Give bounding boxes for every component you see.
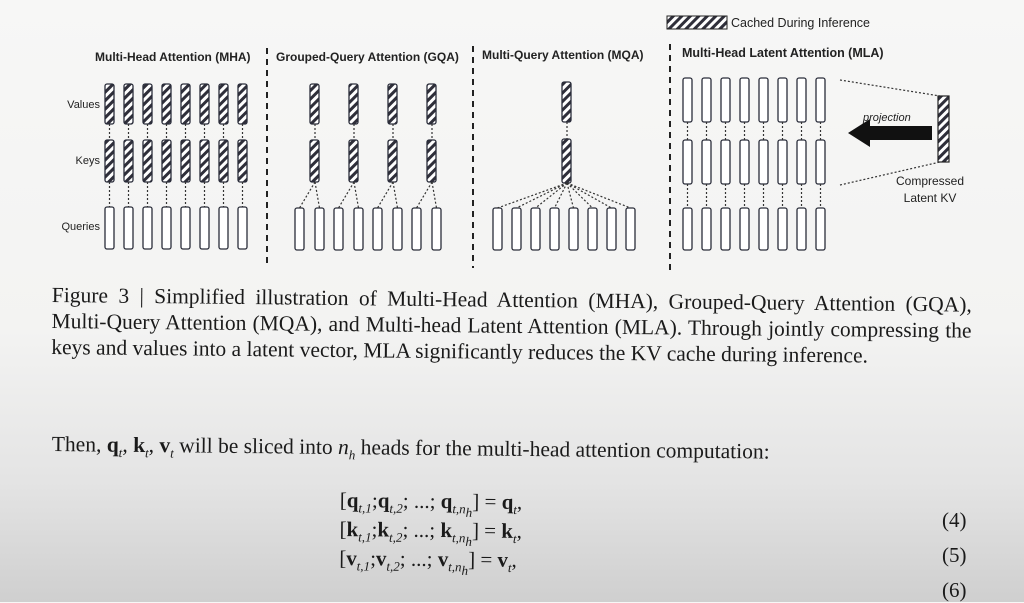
compressed-label-2: Latent KV	[903, 191, 957, 205]
mla-query-head	[778, 208, 787, 250]
mqa-query-head	[550, 208, 559, 250]
mla-key-head	[721, 140, 730, 184]
mha-value-head	[181, 84, 190, 124]
mqa-kq-link	[517, 183, 568, 208]
mha-value-head	[200, 84, 209, 124]
mla-value-head	[721, 78, 730, 122]
mla-value-head	[778, 78, 787, 122]
row-label-values: Values	[67, 99, 100, 111]
gqa-kq-link	[432, 182, 437, 208]
mha-key-head	[143, 140, 152, 182]
gqa-query-head	[315, 208, 324, 250]
mqa-value-head	[562, 82, 571, 122]
gqa-query-head	[373, 208, 382, 250]
mqa-kq-link	[536, 183, 568, 208]
mha-value-head	[238, 84, 247, 124]
mha-value-head	[162, 84, 171, 124]
mla-title: Multi-Head Latent Attention (MLA)	[682, 46, 884, 60]
gqa-kq-link	[378, 182, 394, 208]
mla-query-head	[797, 208, 806, 250]
gqa-query-head	[412, 208, 421, 250]
mqa-kq-link	[567, 183, 631, 208]
row-label-keys: Keys	[75, 155, 100, 167]
mla-key-head	[797, 140, 806, 184]
mha-key-head	[219, 140, 228, 182]
mha-key-head	[181, 140, 190, 182]
equation-block	[339, 488, 522, 577]
gqa-kq-link	[417, 182, 433, 208]
mqa-query-head	[588, 208, 597, 250]
gqa-key-head	[388, 140, 397, 182]
mqa-title: Multi-Query Attention (MQA)	[482, 48, 644, 62]
figure-caption: Figure 3 | Simplified illustration of Multi-Head Attention (MHA), Grouped-Query Attention (GQA), Multi-Query Attention (MQA), and Multi-head Latent Attention (MLA). Through jointly compressing the keys and values into a latent vector, MLA significantly reduces the KV cache during inference.	[51, 282, 972, 368]
equation-6: [$v_{t,1};v_{t,2}$; ...; $v_{t,n_h}] = v_t$,	[339, 545, 517, 579]
mha-value-head	[143, 84, 152, 124]
mla-query-head	[740, 208, 749, 250]
mla-value-head	[816, 78, 825, 122]
mla-value-head	[759, 78, 768, 122]
mha-query-head	[162, 207, 171, 249]
gqa-kq-link	[300, 182, 316, 208]
gqa-key-head	[349, 140, 358, 182]
mha-key-head	[105, 140, 114, 182]
mla-value-head	[702, 78, 711, 122]
mha-key-head	[162, 140, 171, 182]
gqa-query-head	[295, 208, 304, 250]
body-paragraph: Then, $q_t$, $k_t$, $v_t$ will be sliced into $n_h$ heads for the multi-head attention computation:	[51, 432, 770, 464]
mqa-query-head	[512, 208, 521, 250]
mqa-kq-link	[567, 183, 612, 208]
gqa-kq-link	[393, 182, 398, 208]
mha-query-head	[105, 207, 114, 249]
gqa-kq-link	[339, 182, 355, 208]
legend-hatch-swatch	[667, 16, 727, 29]
mha-value-head	[219, 84, 228, 124]
gqa-value-head	[349, 84, 358, 124]
mha-query-head	[181, 207, 190, 249]
mha-query-head	[219, 207, 228, 249]
compressed-latent-kv	[938, 96, 949, 162]
mla-query-head	[721, 208, 730, 250]
mla-key-head	[816, 140, 825, 184]
mla-query-head	[816, 208, 825, 250]
equation-4: [$q_{t,1};q_{t,2}$; ...; $q_{t,n_h}] = q_t$,	[339, 488, 523, 521]
mqa-query-head	[493, 208, 502, 250]
projection-label: projection	[863, 112, 911, 124]
mha-value-head	[124, 84, 133, 124]
equation-5: [$k_{t,1};k_{t,2}$; ...; $k_{t,n_h}] = k_t$,	[339, 516, 523, 550]
gqa-value-head	[388, 84, 397, 124]
equation-number-6: (6)	[942, 578, 967, 602]
gqa-query-head	[393, 208, 402, 250]
mla-key-head	[702, 140, 711, 184]
gqa-kq-link	[354, 182, 359, 208]
mqa-query-head	[626, 208, 635, 250]
gqa-key-head	[427, 140, 436, 182]
equation-number-4: (4)	[942, 508, 967, 532]
mha-query-head	[200, 207, 209, 249]
row-label-queries: Queries	[61, 221, 100, 233]
mha-value-head	[105, 84, 114, 124]
mla-value-head	[797, 78, 806, 122]
mla-key-head	[759, 140, 768, 184]
gqa-query-head	[334, 208, 343, 250]
mha-title: Multi-Head Attention (MHA)	[95, 50, 251, 64]
mla-query-head	[702, 208, 711, 250]
legend-label: Cached During Inference	[731, 16, 870, 30]
gqa-query-head	[432, 208, 441, 250]
gqa-title: Grouped-Query Attention (GQA)	[276, 50, 459, 64]
mla-query-head	[759, 208, 768, 250]
mha-key-head	[238, 140, 247, 182]
gqa-value-head	[310, 84, 319, 124]
mqa-kq-link	[555, 183, 568, 208]
gqa-value-head	[427, 84, 436, 124]
mla-value-head	[683, 78, 692, 122]
gqa-query-head	[354, 208, 363, 250]
mqa-key-head	[562, 139, 571, 183]
mla-key-head	[740, 140, 749, 184]
mha-query-head	[238, 207, 247, 249]
mha-key-head	[200, 140, 209, 182]
attention-figure	[0, 0, 1024, 275]
mla-query-head	[683, 208, 692, 250]
mla-key-head	[778, 140, 787, 184]
gqa-kq-link	[315, 182, 320, 208]
compressed-label-1: Compressed	[895, 174, 965, 188]
mqa-query-head	[607, 208, 616, 250]
mla-value-head	[740, 78, 749, 122]
gqa-key-head	[310, 140, 319, 182]
mha-key-head	[124, 140, 133, 182]
latent-link-top	[840, 80, 940, 96]
equation-number-5: (5)	[942, 543, 967, 567]
mha-query-head	[143, 207, 152, 249]
mha-query-head	[124, 207, 133, 249]
mla-key-head	[683, 140, 692, 184]
mqa-kq-link	[498, 183, 568, 208]
mqa-query-head	[569, 208, 578, 250]
mqa-query-head	[531, 208, 540, 250]
